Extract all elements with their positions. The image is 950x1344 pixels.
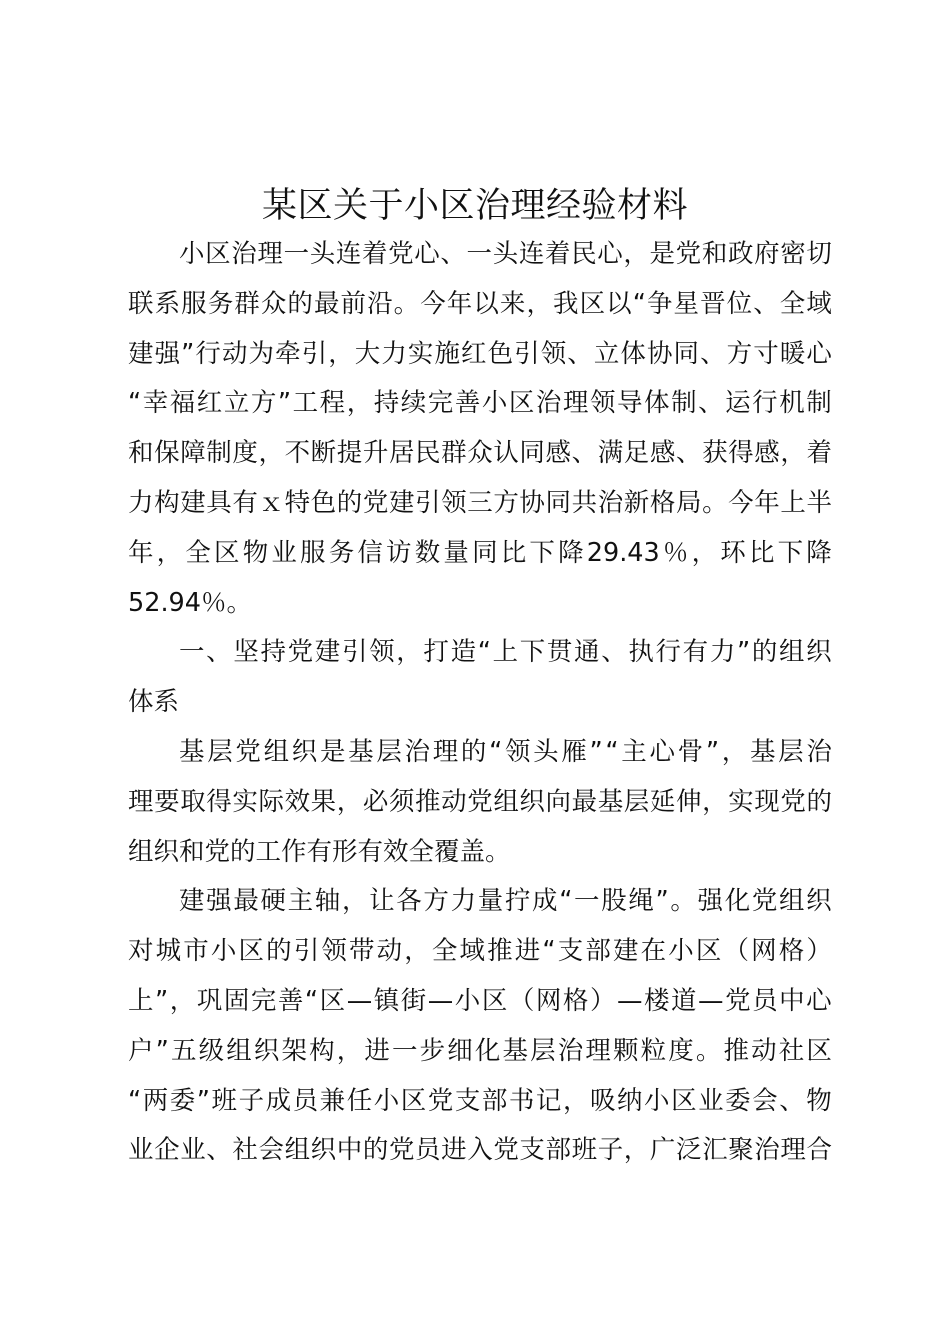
body-text-line: 建 强 ” 行 动 为 牵 引 ， 大 力 实 施 红 色 引 领 、 立 体 协 同 、 方 寸 暖 心 (128, 338, 832, 369)
body-text-line: 和 保 障 制 度 ， 不 断 提 升 居 民 群 众 认 同 感 、 满 足 感 、 获 得 感 ， 着 (128, 438, 832, 469)
body-text-line: “ 幸 福 红 立 方 ” 工 程 ， 持 续 完 善 小 区 治 理 领 导 体 制 、 运 行 机 制 (128, 388, 832, 419)
body-text-line: 基 层 党 组 织 是 基 层 治 理 的 “ 领 头 雁 ” “ 主 心 骨 ” ， 基 层 治 (179, 736, 832, 767)
body-text-line: 理 要 取 得 实 际 效 果 ， 必 须 推 动 党 组 织 向 最 基 层 延 伸 ， 实 现 党 的 (128, 786, 832, 817)
body-text-line: 力 构 建 具 有 ｘ 特 色 的 党 建 引 领 三 方 协 同 共 治 新 格 局 。 今 年 上 半 (128, 487, 832, 518)
body-text-line: 一 、 坚 持 党 建 引 领 ， 打 造 “ 上 下 贯 通 、 执 行 有 力 ” 的 组 织 (179, 637, 832, 668)
body-text-line: 业 企 业 、 社 会 组 织 中 的 党 员 进 入 党 支 部 班 子 ， 广 泛 汇 聚 治 理 合 (128, 1135, 832, 1166)
body-text-line: “ 两 委 ” 班 子 成 员 兼 任 小 区 党 支 部 书 记 ， 吸 纳 小 区 业 委 会 、 物 (128, 1085, 832, 1116)
body-text-line: 对 城 市 小 区 的 引 领 带 动 ， 全 域 推 进 “ 支 部 建 在 小 区 （ 网 格 ） (128, 936, 832, 967)
body-text-line: 52.94％。 (128, 587, 253, 618)
body-text-line: 户 ” 五 级 组 织 架 构 ， 进 一 步 细 化 基 层 治 理 颗 粒 度 。 推 动 社 区 (128, 1035, 832, 1066)
body-text-line: 上 ” ， 巩 固 完 善 “ 区 — 镇 街 — 小 区 （ 网 格 ） — 楼 道 — 党 员 中 心 (128, 985, 832, 1016)
body-text-line: 年 ， 全 区 物 业 服 务 信 访 数 量 同 比 下 降 29.43 ％ ， 环 比 下 降 (128, 537, 832, 568)
document-body (128, 230, 832, 1176)
body-text-line: 组织和党的工作有形有效全覆盖。 (128, 836, 511, 867)
body-text-line: 体系 (128, 687, 180, 718)
body-text-line: 建 强 最 硬 主 轴 ， 让 各 方 力 量 拧 成 “ 一 股 绳 ” 。 强 化 党 组 织 (179, 886, 832, 917)
document-title: 某区关于小区治理经验材料 (261, 186, 688, 226)
body-text-line: 联 系 服 务 群 众 的 最 前 沿 。 今 年 以 来 ， 我 区 以 “ 争 星 晋 位 、 全 域 (128, 288, 832, 319)
body-text-line: 小 区 治 理 一 头 连 着 党 心 、 一 头 连 着 民 心 ， 是 党 和 政 府 密 切 (179, 239, 832, 269)
